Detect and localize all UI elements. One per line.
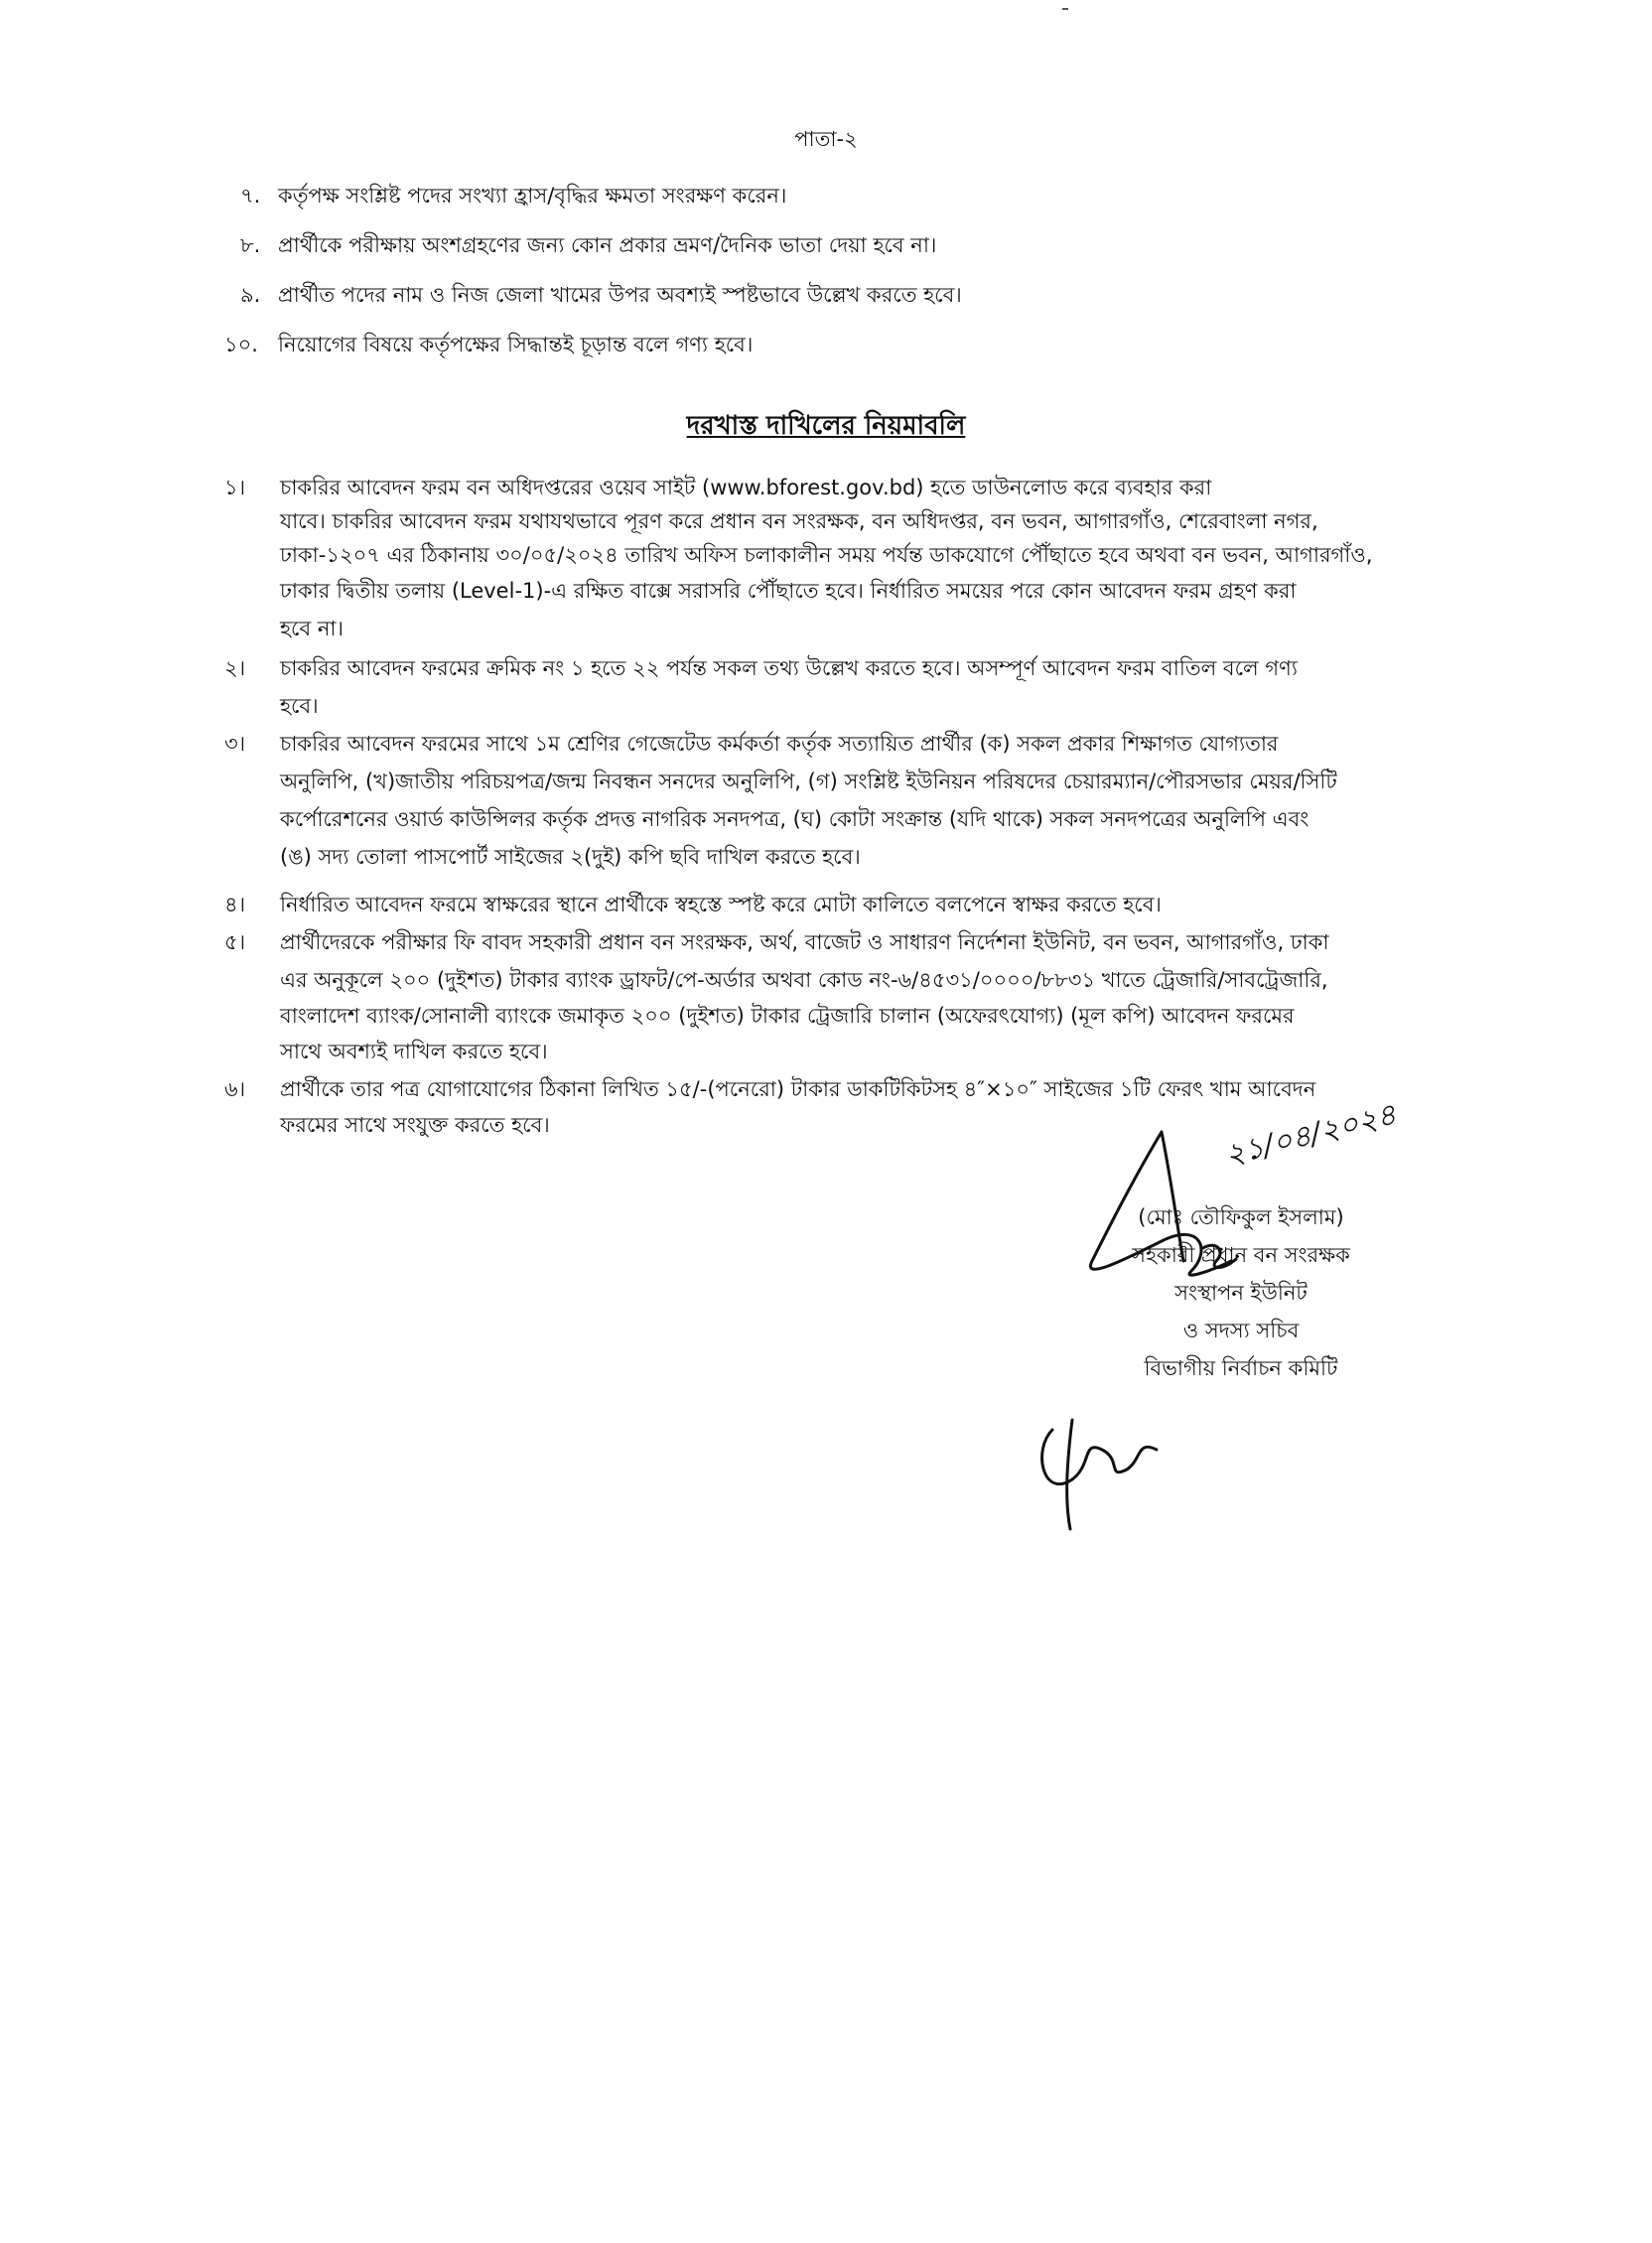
rule-line: কর্পোরেশনের ওয়ার্ড কাউন্সিলর কর্তৃক প্রদত্ত নাগরিক সনদপত্র, (ঘ) কোটা সংক্রান্ত (যদি থাকে) সকল সনদপত্রের অনুলিপি এবং: [280, 807, 1309, 831]
item-number: ৭.: [240, 184, 261, 208]
rule-line: এর অনুকূলে ২০০ (দুইশত) টাকার ব্যাংক ড্রাফট/পে-অর্ডার অথবা কোড নং-৬/৪৫৩১/০০০০/৮৮৩১ খাতে ট্রেজারি/সাবট্রেজারি,: [280, 968, 1328, 992]
signatory-designation: সহকারী প্রধান বন সংরক্ষক: [1132, 1243, 1350, 1267]
rule-line: চাকরির আবেদন ফরম বন অধিদপ্তরের ওয়েব সাইট (www.bforest.gov.bd) হতে ডাউনলোড করে ব্যবহার করা: [280, 476, 1212, 499]
rule-line: ঢাকার দ্বিতীয় তলায় (Level-1)-এ রক্ষিত বাক্সে সরাসরি পৌঁছাতে হবে। নির্ধারিত সময়ের পরে কোন আবেদন ফরম গ্রহণ করা: [280, 579, 1297, 603]
rule-number: ২।: [224, 656, 246, 680]
rule-line: চাকরির আবেদন ফরমের সাথে ১ম শ্রেণির গেজেটেড কর্মকর্তা কর্তৃক সত্যায়িত প্রার্থীর (ক) সকল প্রকার শিক্ষাগত যোগ্যতার: [280, 732, 1279, 756]
rule-line: বাংলাদেশ ব্যাংক/সোনালী ব্যাংকে জমাকৃত ২০০ (দুইশত) টাকার ট্রেজারি চালান (অফেরৎযোগ্য) (মূল কপি) আবেদন ফরমের: [280, 1004, 1295, 1028]
rule-line: সাথে অবশ্যই দাখিল করতে হবে।: [280, 1040, 548, 1063]
rule-number: ৫।: [224, 930, 246, 954]
rule-line: ঢাকা-১২০৭ এর ঠিকানায় ৩০/০৫/২০২৪ তারিখ অফিস চলাকালীন সময় পর্যন্ত ডাকযোগে পৌঁছাতে হবে অথবা বন ভবন, আগারগাঁও,: [280, 543, 1373, 567]
signatory-role: ও সদস্য সচিব: [1182, 1319, 1300, 1342]
item-number: ৯.: [240, 283, 261, 307]
rule-line: নির্ধারিত আবেদন ফরমে স্বাক্ষরের স্থানে প্রার্থীকে স্বহস্তে স্পষ্ট করে মোটা কালিতে বলপেনে স্বাক্ষর করতে হবে।: [280, 893, 1162, 916]
signatory-name: (মোঃ তৌফিকুল ইসলাম): [1138, 1205, 1344, 1229]
rule-line: হবে।: [280, 694, 319, 718]
page-number: পাতা-২: [794, 127, 858, 151]
rule-number: ৩।: [224, 732, 246, 756]
item-text: প্রার্থীকে পরীক্ষায় অংশগ্রহণের জন্য কোন প্রকার ভ্রমণ/দৈনিক ভাতা দেয়া হবে না।: [278, 233, 937, 257]
item-text: প্রার্থীত পদের নাম ও নিজ জেলা খামের উপর অবশ্যই স্পষ্টভাবে উল্লেখ করতে হবে।: [278, 283, 962, 307]
rule-line: প্রার্থীকে তার পত্র যোগাযোগের ঠিকানা লিখিত ১৫/-(পনেরো) টাকার ডাকটিকিটসহ ৪″×১০″ সাইজের ১টি ফেরৎ খাম আবেদন: [280, 1077, 1316, 1101]
signatory-committee: বিভাগীয় নির্বাচন কমিটি: [1144, 1356, 1338, 1380]
rule-number: ১।: [224, 476, 246, 499]
item-number: ৮.: [240, 233, 261, 257]
item-text: নিয়োগের বিষয়ে কর্তৃপক্ষের সিদ্ধান্তই চূড়ান্ত বলে গণ্য হবে।: [278, 333, 754, 356]
section-title: দরখাস্ত দাখিলের নিয়মাবলি: [686, 411, 966, 441]
rule-line: ফরমের সাথে সংযুক্ত করতে হবে।: [280, 1113, 550, 1137]
signature-date: ২১/০৪/২০২৪: [1221, 1096, 1400, 1174]
scan-mark: [1062, 8, 1068, 10]
item-number: ১০.: [224, 333, 258, 356]
rule-line: প্রার্থীদেরকে পরীক্ষার ফি বাবদ সহকারী প্রধান বন সংরক্ষক, অর্থ, বাজেট ও সাধারণ নির্দেশনা ইউনিট, বন ভবন, আগারগাঁও, ঢাকা: [280, 930, 1329, 954]
rule-line: অনুলিপি, (খ)জাতীয় পরিচয়পত্র/জন্ম নিবন্ধন সনদের অনুলিপি, (গ) সংশ্লিষ্ট ইউনিয়ন পরিষদের চেয়ারম্যান/পৌরসভার মেয়র/সিটি: [280, 770, 1337, 793]
rule-number: ৪।: [224, 893, 246, 916]
signatory-block: [1052, 1201, 1430, 1400]
rule-line: হবে না।: [280, 617, 344, 640]
rule-number: ৬।: [224, 1077, 246, 1101]
rule-line: (ঙ) সদ্য তোলা পাসপোর্ট সাইজের ২(দুই) কপি ছবি দাখিল করতে হবে।: [280, 845, 861, 869]
rule-line: যাবে। চাকরির আবেদন ফরম যথাযথভাবে পূরণ করে প্রধান বন সংরক্ষক, বন অধিদপ্তর, বন ভবন, আগারগাঁও, শেরেবাংলা নগর,: [280, 509, 1318, 533]
signatory-unit: সংস্থাপন ইউনিট: [1174, 1281, 1308, 1305]
item-text: কর্তৃপক্ষ সংশ্লিষ্ট পদের সংখ্যা হ্রাস/বৃদ্ধির ক্ষমতা সংরক্ষণ করেন।: [278, 184, 787, 208]
rule-line: চাকরির আবেদন ফরমের ক্রমিক নং ১ হতে ২২ পর্যন্ত সকল তথ্য উল্লেখ করতে হবে। অসম্পূর্ণ আবেদন ফরম বাতিল বলে গণ্য: [280, 656, 1298, 680]
